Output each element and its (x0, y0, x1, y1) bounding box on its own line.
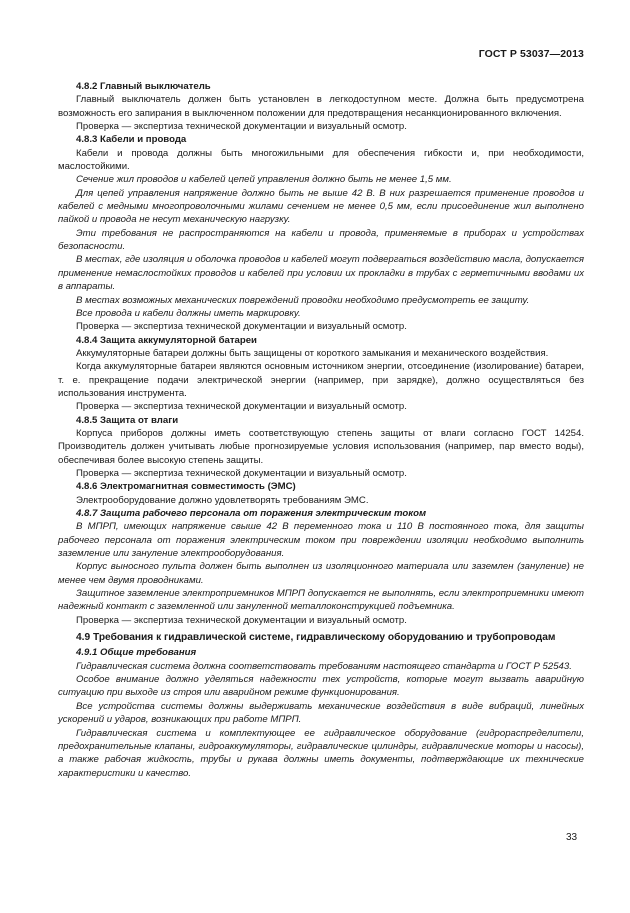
page-number: 33 (566, 832, 578, 843)
section-heading: 4.8.5 Защита от влаги (76, 414, 179, 426)
section-heading: 4.8.7 Защита рабочего персонала от поражения электрическим током (76, 508, 427, 519)
section-heading: 4.8.4 Защита аккумуляторной батареи (76, 334, 257, 346)
document-header-standard: ГОСТ Р 53037—2013 (478, 48, 584, 60)
paragraph: В МПРП, имеющих напряжение свыше 42 В переменного тока и 110 В постоянного тока, для защиты рабочего персонала от поражения электрическим током при повреждении изоляции необходимо выполнить заземление или зануление электрооборудования. (58, 521, 584, 560)
paragraph: Проверка — экспертиза технической документации и визуальный осмотр. (76, 401, 407, 413)
paragraph: Проверка — экспертиза технической документации и визуальный осмотр. (76, 321, 407, 333)
document-body (58, 80, 584, 780)
paragraph: Все провода и кабели должны иметь маркировку. (76, 307, 301, 319)
paragraph: Главный выключатель должен быть установлен в легкодоступном месте. Должна быть предусмотрена возможность его запирания в выключенном положении для предотвращения несанкционированного включения. (58, 94, 584, 119)
section-heading: 4.8.6 Электромагнитная совместимость (ЭМС) (76, 481, 296, 493)
paragraph: Особое внимание должно уделяться надежности тех устройств, которые могут вызвать аварийную ситуацию при выходе из строя или аварийном режиме функционирования. (58, 674, 584, 699)
section-heading: 4.9.1 Общие требования (76, 647, 197, 659)
paragraph: Гидравлическая система должна соответствовать требованиям настоящего стандарта и ГОСТ Р 52543. (76, 660, 572, 672)
paragraph: Когда аккумуляторные батареи являются основным источником энергии, отсоединение (изолирование) батареи, т. е. прекращение подачи электрической энергии (например, при зарядке), должно осуществляться без использования инструмента. (58, 361, 584, 399)
section-heading: 4.8.3 Кабели и провода (76, 134, 187, 146)
paragraph: Проверка — экспертиза технической документации и визуальный осмотр. (76, 121, 407, 133)
paragraph: В местах возможных механических повреждений проводки необходимо предусмотреть ее защиту. (76, 294, 530, 306)
paragraph: Аккумуляторные батареи должны быть защищены от короткого замыкания и механического воздействия. (76, 347, 549, 359)
paragraph: Корпуса приборов должны иметь соответствующую степень защиты от влаги согласно ГОСТ 14254. Производитель должен учитывать любые прогнозируемые условия использования (например, пар вместо воды), обеспечивая более высокую степень защиты. (58, 427, 584, 466)
paragraph: Проверка — экспертиза технической документации и визуальный осмотр. (76, 467, 407, 479)
chapter-heading: 4.9 Требования к гидравлической системе, гидравлическому оборудованию и трубопроводам (76, 632, 556, 644)
paragraph: Проверка — экспертиза технической документации и визуальный осмотр. (76, 614, 407, 626)
paragraph: Защитное заземление электроприемников МПРП допускается не выполнять, если электроприемники имеют надежный контакт с заземленной или зануленной металлоконструкцией подъемника. (58, 588, 584, 613)
paragraph: Для цепей управления напряжение должно быть не выше 42 В. В них разрешается применение проводов и кабелей с медными многопроволочными жилами сечением не менее 0,5 мм, если присоединение жил выполнено пайкой и провода не несут механическую нагрузку. (58, 187, 584, 226)
section-heading: 4.8.2 Главный выключатель (76, 81, 211, 92)
paragraph: Электрооборудование должно удовлетворять требованиям ЭМС. (76, 494, 369, 506)
paragraph: Гидравлическая система и комплектующее ее гидравлическое оборудование (гидрораспределители, предохранительные клапаны, гидроаккумуляторы, гидравлические цилиндры, гидравлические моторы и насосы), а также рабочая жидкость, трубы и рукава должны иметь документы, подтверждающие их технические характеристики и качество. (58, 727, 584, 779)
paragraph: Эти требования не распространяются на кабели и провода, применяемые в приборах и устройствах безопасности. (58, 227, 584, 253)
paragraph: Кабели и провода должны быть многожильными для обеспечения гибкости и, при необходимости, маслостойкими. (58, 147, 584, 173)
paragraph: Все устройства системы должны выдерживать механические воздействия в виде вибраций, линейных ускорений и ударов, возникающих при работе МПРП. (58, 700, 584, 726)
paragraph: Корпус выносного пульта должен быть выполнен из изоляционного материала или заземлен (зануление) не менее чем двумя проводниками. (58, 561, 584, 586)
paragraph: Сечение жил проводов и кабелей цепей управления должно быть не менее 1,5 мм. (76, 174, 452, 186)
paragraph: В местах, где изоляция и оболочка проводов и кабелей могут подвергаться воздействию масла, допускается применение немаслостойких проводов и кабелей при условии их прокладки в трубах с герметичными вводами их в аппараты. (58, 254, 584, 293)
